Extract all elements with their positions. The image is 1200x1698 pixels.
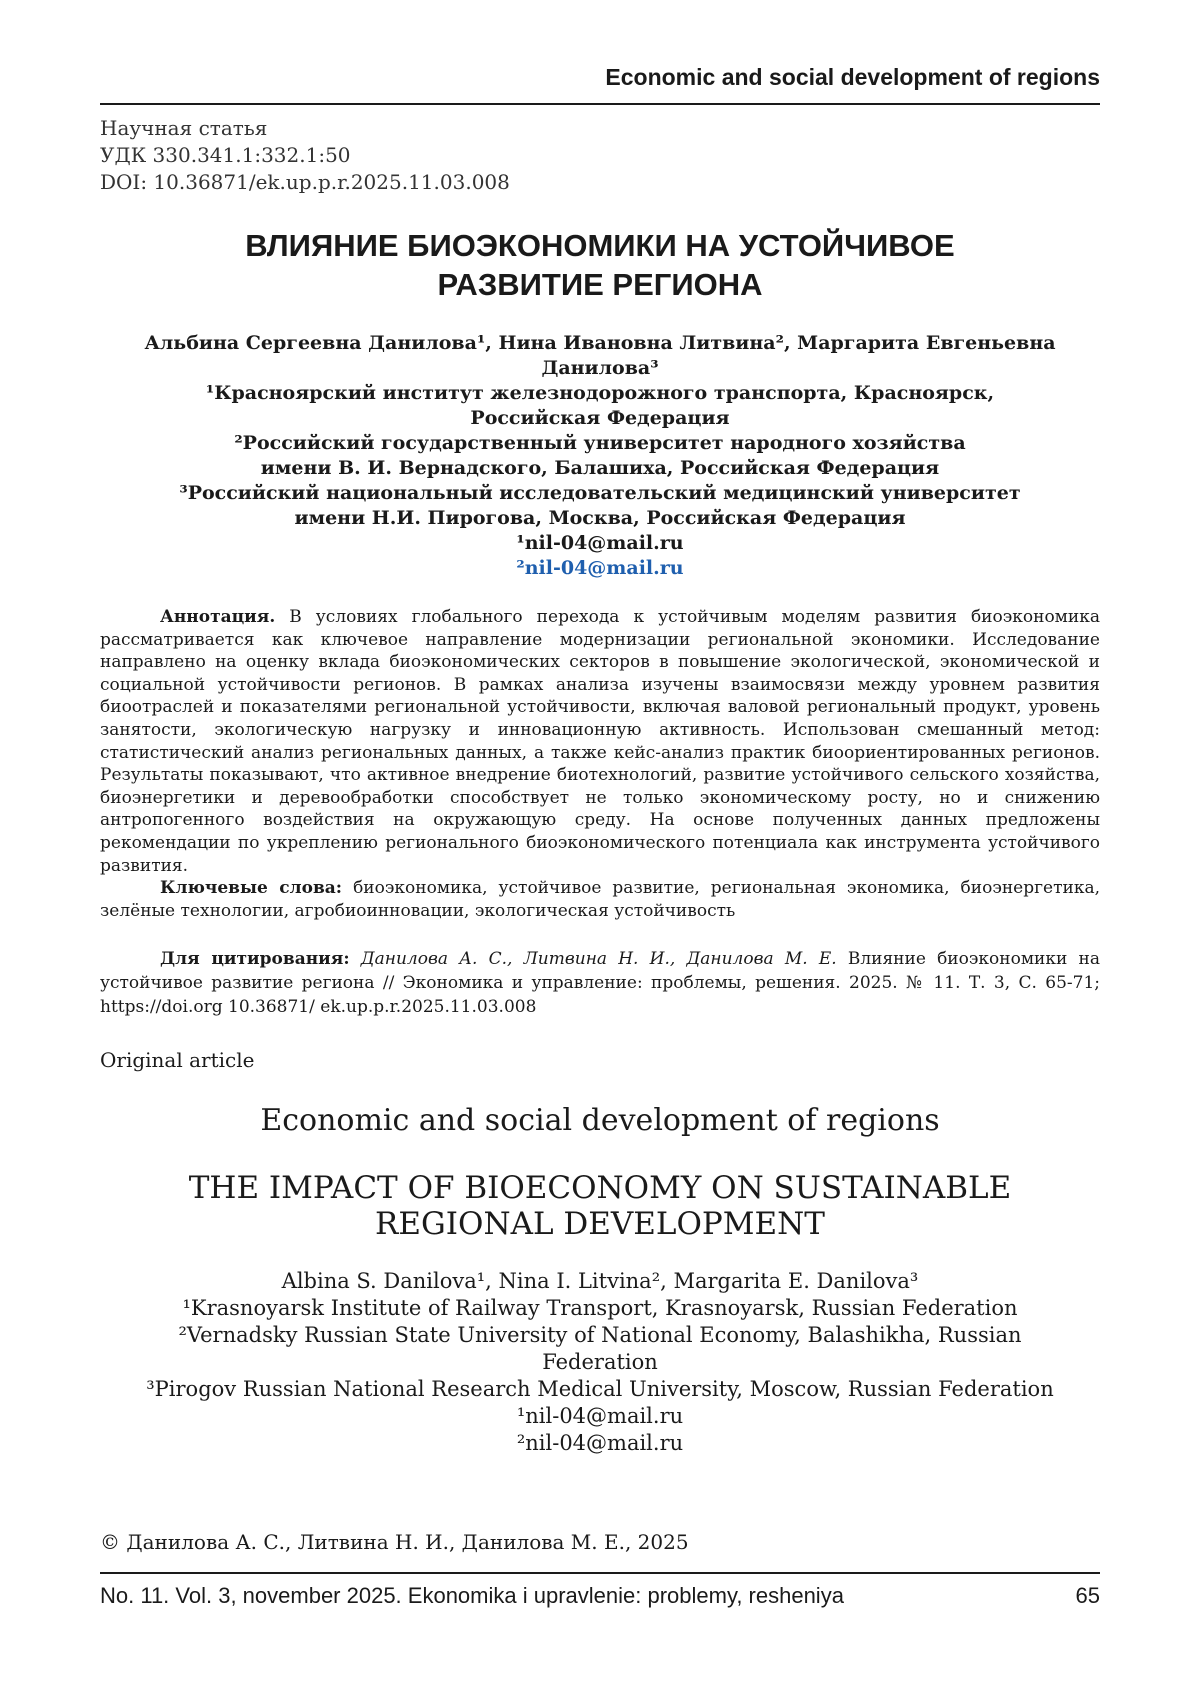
article-meta xyxy=(100,115,510,196)
footer xyxy=(100,1583,1100,1609)
email-ru: ¹nil-04@mail.ru xyxy=(516,532,684,554)
affiliation-en: ²Vernadsky Russian State University of National Economy, Balashikha, Russian xyxy=(178,1323,1022,1347)
affiliation-en: ³Pirogov Russian National Research Medical University, Moscow, Russian Federation xyxy=(146,1377,1054,1401)
keywords-label: Ключевые слова: xyxy=(160,878,343,899)
abstract-label: Аннотация. xyxy=(160,607,276,627)
affiliation-ru: Российская Федерация xyxy=(470,407,730,429)
abstract xyxy=(100,606,1100,922)
footer-text: No. 11. Vol. 3, november 2025. Ekonomika i upravlenie: problemy, resheniya xyxy=(100,1583,844,1608)
keywords-paragraph xyxy=(100,877,1100,922)
affiliation-ru: ¹Красноярский институт железнодорожного транспорта, Красноярск, xyxy=(205,382,995,404)
citation-text: Влияние биоэкономики на устойчивое развитие региона // Экономика и управление: проблемы, решения. 2025. № 11. Т. 3, С. 65-71; https://doi.org 10.36871/ ek.up.p.r.2025.11.03.008 xyxy=(100,949,1100,1017)
affiliation-ru: ²Российский государственный университет народного хозяйства xyxy=(234,432,966,454)
citation-label: Для цитирования: xyxy=(160,949,350,969)
doi: DOI: 10.36871/ek.up.p.r.2025.11.03.008 xyxy=(100,170,510,194)
running-head: Economic and social development of regions xyxy=(605,64,1100,90)
title-ru xyxy=(100,226,1100,304)
copyright: © Данилова А. С., Литвина Н. И., Данилова М. Е., 2025 xyxy=(100,1530,689,1554)
header-rule xyxy=(100,103,1100,105)
article-type: Научная статья xyxy=(100,116,268,140)
title-en-line: THE IMPACT OF BIOECONOMY ON SUSTAINABLE xyxy=(188,1170,1012,1206)
authors-en xyxy=(100,1268,1100,1457)
title-ru-line: РАЗВИТИЕ РЕГИОНА xyxy=(437,267,763,302)
abstract-text: В условиях глобального перехода к устойчивым моделям развития биоэкономика рассматривается как ключевое направление модернизации региональной экономики. Исследование направлено на оценку вклада биоэкономических секторов в повышение экологической, экономической и социальной устойчивости регионов. В рамках анализа изучены взаимосвязи между уровнем развития биоотраслей и показателями региональной устойчивости, включая валовой региональный продукт, уровень занятости, экологическую нагрузку и инновационную активность. Использован смешанный метод: статистический анализ региональных данных, а также кейс-анализ практик биоориентированных регионов. Результаты показывают, что активное внедрение биотехнологий, развитие устойчивого сельского хозяйства, биоэнергетики и деревообработки способствует не только экономическому росту, но и снижению антропогенного воздействия на окружающую среду. На основе полученных данных предложены рекомендации по укреплению регионального биоэкономического потенциала как инструмента устойчивого развития. xyxy=(100,607,1100,876)
udk-code: УДК 330.341.1:332.1:50 xyxy=(100,143,351,167)
title-ru-line: ВЛИЯНИЕ БИОЭКОНОМИКИ НА УСТОЙЧИВОЕ xyxy=(245,228,955,263)
keywords-text: биоэкономика, устойчивое развитие, региональная экономика, биоэнергетика, зелёные технологии, агробиоинновации, экологическая устойчивость xyxy=(100,878,1100,921)
section-title-en: Economic and social development of regions xyxy=(260,1103,940,1138)
original-article-label: Original article xyxy=(100,1048,255,1072)
citation xyxy=(100,947,1100,1019)
authors-ru-line: Данилова³ xyxy=(541,357,659,379)
abstract-paragraph xyxy=(100,606,1100,877)
authors-en-line: Albina S. Danilova¹, Nina I. Litvina², Margarita E. Danilova³ xyxy=(281,1269,919,1293)
authors-ru xyxy=(100,331,1100,581)
email-link[interactable]: ²nil-04@mail.ru xyxy=(516,557,684,579)
page xyxy=(100,0,1100,1698)
title-en xyxy=(100,1170,1100,1242)
affiliation-en: Federation xyxy=(542,1350,658,1374)
email-en: ¹nil-04@mail.ru xyxy=(516,1404,684,1428)
title-en-line: REGIONAL DEVELOPMENT xyxy=(375,1206,825,1242)
footer-rule xyxy=(100,1572,1100,1574)
citation-authors: Данилова А. С., Литвина Н. И., Данилова М. Е. xyxy=(349,949,837,969)
affiliation-en: ¹Krasnoyarsk Institute of Railway Transport, Krasnoyarsk, Russian Federation xyxy=(182,1296,1018,1320)
affiliation-ru: имени Н.И. Пирогова, Москва, Российская Федерация xyxy=(294,507,906,529)
affiliation-ru: имени В. И. Вернадского, Балашиха, Российская Федерация xyxy=(260,457,940,479)
authors-ru-line: Альбина Сергеевна Данилова¹, Нина Ивановна Литвина², Маргарита Евгеньевна xyxy=(144,332,1056,354)
email-en: ²nil-04@mail.ru xyxy=(516,1431,684,1455)
page-number: 65 xyxy=(1075,1583,1100,1608)
affiliation-ru: ³Российский национальный исследовательский медицинский университет xyxy=(179,482,1021,504)
